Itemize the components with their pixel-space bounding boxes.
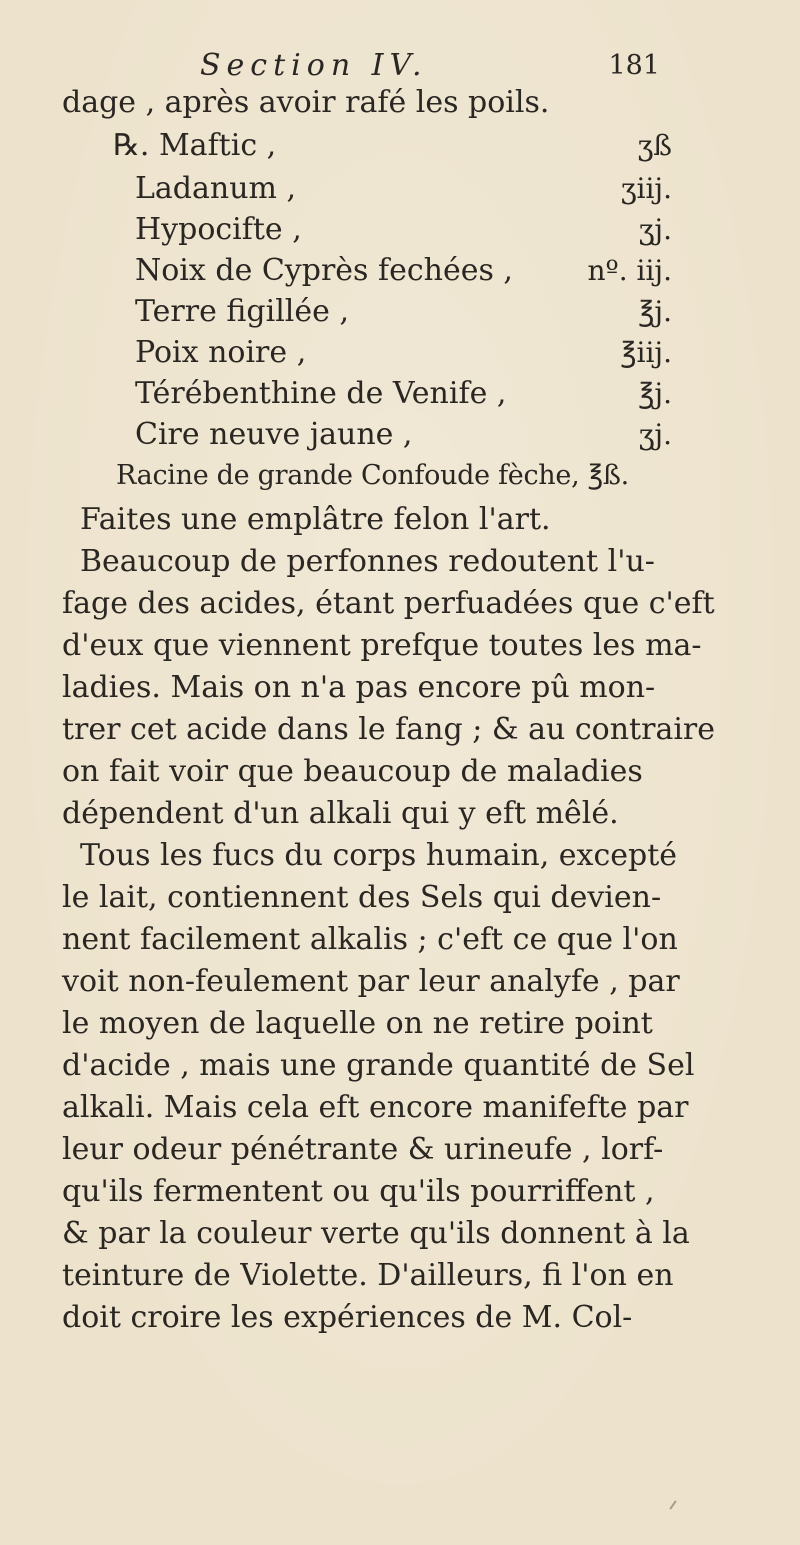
recipe-row <box>0 210 800 250</box>
body-line: Tous les fucs du corps humain, excepté <box>80 838 678 873</box>
body-line: d'acide , mais une grande quantité de Sel <box>62 1048 695 1083</box>
ingredient-quantity: ʒj. <box>638 213 672 246</box>
ingredient-name: Térébenthine de Venife , <box>135 376 507 411</box>
recipe-row <box>0 374 800 414</box>
recipe-last-line: Racine de grande Confoude fèche, ℥ß. <box>116 460 629 491</box>
recipe-row <box>0 169 800 209</box>
ingredient-quantity: ℥iij. <box>620 336 672 369</box>
body-line: nent facilement alkalis ; c'eft ce que l'on <box>62 922 678 957</box>
ingredient-quantity: nº. iij. <box>587 254 672 287</box>
body-line: doit croire les expériences de M. Col- <box>62 1300 633 1335</box>
ingredient-name: Noix de Cyprès fechées , <box>135 253 513 288</box>
body-line: leur odeur pénétrante & urineufe , lorf- <box>62 1132 664 1167</box>
body-line: d'eux que viennent prefque toutes les ma- <box>62 628 702 663</box>
body-line: & par la couleur verte qu'ils donnent à la <box>62 1216 690 1251</box>
recipe-row <box>0 415 800 455</box>
page-number: 181 <box>608 50 660 81</box>
body-line: le lait, contiennent des Sels qui devien- <box>62 880 662 915</box>
body-line: teinture de Violette. D'ailleurs, fi l'on en <box>62 1258 674 1293</box>
body-line: le moyen de laquelle on ne retire point <box>62 1006 653 1041</box>
prescription-line: ℞. Maftic , <box>113 128 277 163</box>
ingredient-name: Poix noire , <box>135 335 307 370</box>
intro-line: dage , après avoir rafé les poils. <box>62 85 550 120</box>
body-line: trer cet acide dans le fang ; & au contraire <box>62 712 716 747</box>
body-line: on fait voir que beaucoup de maladies <box>62 754 643 789</box>
section-title: Section IV. <box>200 48 428 83</box>
body-line: Beaucoup de perfonnes redoutent l'u- <box>80 544 655 579</box>
ingredient-quantity: ʒj. <box>638 418 672 451</box>
body-line: ladies. Mais on n'a pas encore pû mon- <box>62 670 656 705</box>
paper-blemish <box>669 1500 676 1509</box>
ingredient-quantity: ℥j. <box>638 377 672 410</box>
recipe-row <box>0 333 800 373</box>
recipe-row <box>0 251 800 291</box>
body-line: voit non-feulement par leur analyfe , par <box>62 964 680 999</box>
ingredient-name: Cire neuve jaune , <box>135 417 413 452</box>
body-line: Faites une emplâtre felon l'art. <box>80 502 551 537</box>
recipe-row <box>0 126 800 166</box>
body-line: alkali. Mais cela eft encore manifefte par <box>62 1090 689 1125</box>
ingredient-quantity: ʒiij. <box>620 172 672 205</box>
body-line: qu'ils fermentent ou qu'ils pourriffent , <box>62 1174 655 1209</box>
body-line: fage des acides, étant perfuadées que c'eft <box>62 586 715 621</box>
ingredient-name: Hypocifte , <box>135 212 302 247</box>
ingredient-name: Terre figillée , <box>135 294 349 329</box>
ingredient-name: Ladanum , <box>135 171 297 206</box>
ingredient-quantity: ʒß <box>637 129 672 162</box>
body-line: dépendent d'un alkali qui y eft mêlé. <box>62 796 619 831</box>
recipe-row <box>0 292 800 332</box>
ingredient-quantity: ℥j. <box>638 295 672 328</box>
